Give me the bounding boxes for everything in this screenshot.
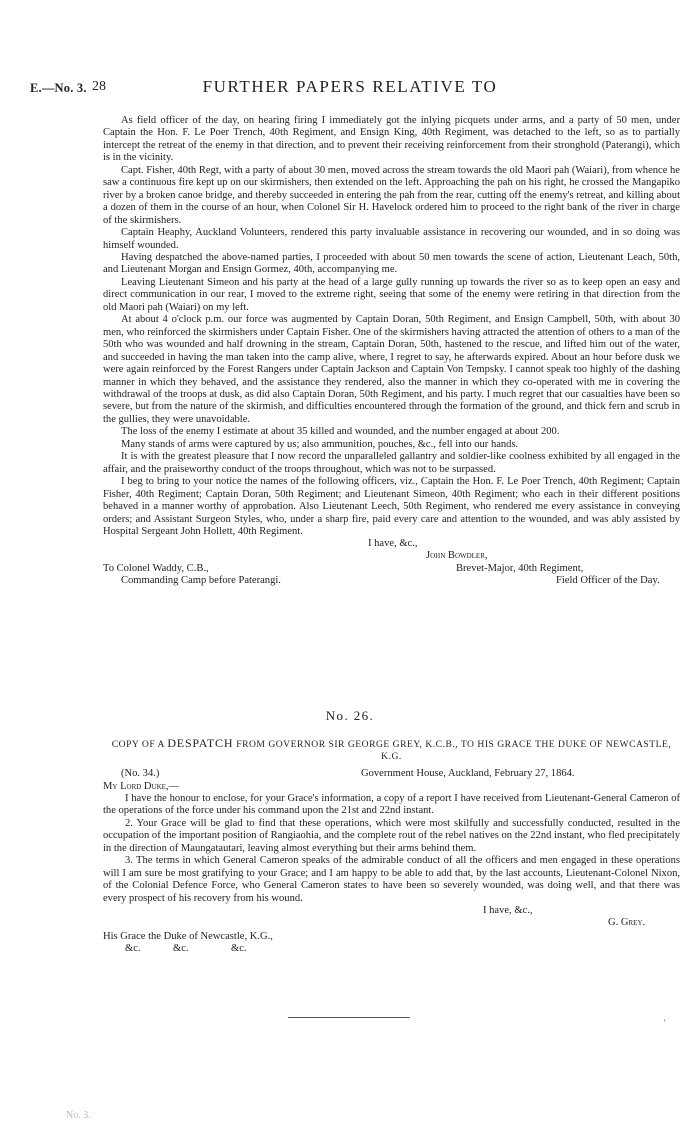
report-paragraph: Many stands of arms were captured by us; also ammunition, pouches, &c., fell into our hands.: [121, 438, 519, 450]
despatch-etc: &c.: [231, 943, 247, 955]
despatch-caption: [103, 737, 680, 763]
running-title: FURTHER PAPERS RELATIVE TO: [202, 77, 498, 96]
report-signature-rank: Brevet-Major, 40th Regiment,: [456, 563, 584, 575]
report-paragraph: At about 4 o'clock p.m. our force was augmented by Captain Doran, 50th Regiment, and Ensign Campbell, 50th, with about 30 men, who reinforced the skirmishers under Captain Fisher. One of the skirmishers having attracted the attention of others to a man of the 50th who was wounded and half drowning in the stream, Captain Doran, 50th, hastened to the rescue, and lifted him out of the water, and succeeded in having the man taken into the camp alive, where, I regret to say, he afterwards expired. About an hour before dusk we were again reinforced by the Forest Rangers under Captain Jackson and Captain Von Tempsky. I cannot speak too highly of the dashing manner in which they behaved, and the assistance they rendered, also the manner in which they co-operated with me in covering the withdrawal of the troops at dusk, as did also Captain Doran, 50th Regiment, and his party. I much regret that our casualties have been so severe, but from the nature of the skirmish, and difficulties encountered through the formation of the ground, and thick fern and scrub in the gullies, they were unavoidable.: [103, 314, 680, 425]
report-addressee: To Colonel Waddy, C.B.,: [103, 563, 209, 575]
despatch-etc: &c.: [125, 943, 141, 955]
caption-suffix: FROM GOVERNOR SIR GEORGE GREY, K.C.B., TO HIS GRACE THE DUKE OF NEWCASTLE, K.G.: [236, 739, 672, 762]
report-body: [103, 115, 680, 600]
report-signature: John Bowdler,: [426, 550, 488, 562]
report-signature-role: Field Officer of the Day.: [556, 575, 660, 587]
despatch-paragraph: 3. The terms in which General Cameron speaks of the admirable conduct of all the officers and men engaged in these operations will I am sure be most gratifying to your Grace; and I am happy to be able to add that, by the last accounts, Lieutenant-Colonel Nixon, of the Colonial Defence Force, who General Cameron states to have been so severely wounded, was doing well, and that there was every prospect of his recovery from his wound.: [103, 855, 680, 904]
report-paragraph: Captain Heaphy, Auckland Volunteers, rendered this party invaluable assistance in recovering our wounded, and in so doing was himself wounded.: [103, 227, 680, 251]
report-addressee-role: Commanding Camp before Paterangi.: [121, 575, 281, 587]
paper-reference: E.—No. 3.: [30, 81, 87, 95]
caption-prefix: COPY OF A: [111, 739, 165, 750]
report-paragraph: It is with the greatest pleasure that I now record the unparalleled gallantry and soldier-like coolness exhibited by all engaged in the affair, and the praiseworthy conduct of the troops throughout, which was not to be surpassed.: [103, 451, 680, 475]
page-header: [30, 77, 670, 99]
despatch-paragraph: 2. Your Grace will be glad to find that these operations, which were most skilfully and successfully conducted, resulted in the occupation of the important position of Rangiaohia, and the complete rout of the rebel natives on the 22nd instant, who fled precipitately in the direction of Maungatautari, leaving almost everything but their arms behind them.: [103, 817, 680, 854]
corner-mark: No. 3.: [66, 1110, 91, 1121]
report-paragraph: Capt. Fisher, 40th Regt, with a party of about 30 men, moved across the stream towards the old Maori pah (Waiari), from whence he saw a continuous fire kept up on our skirmishers, then extended on the left. Approaching the pah on his right, he crossed the Mangapiko river by a broken canoe bridge, and thereby succeeded in entering the pah from the rear, cutting off the enemy's retreat, and killing about a dozen of them in the course of an hour, when Colonel Sir H. Havelock ordered him to proceed to the right bank of the river in charge of the skirmishers.: [103, 164, 680, 226]
margin-mark: ‘: [663, 1018, 667, 1029]
despatch-ref-line: [103, 768, 680, 781]
despatch-place-date: Government House, Auckland, February 27, 1864.: [361, 768, 575, 779]
report-signature-block: [103, 538, 680, 600]
section-divider: [288, 1017, 410, 1018]
report-paragraph: The loss of the enemy I estimate at about 35 killed and wounded, and the number engaged at about 200.: [121, 426, 560, 438]
despatch-addressee: His Grace the Duke of Newcastle, K.G.,: [103, 931, 273, 943]
caption-despatch: DESPATCH: [167, 736, 234, 750]
despatch-paragraph: I have the honour to enclose, for your Grace's information, a copy of a report I have received from Lieutenant-General Cameron of the operations of the force under his command upon the 21st and 22nd instant.: [103, 792, 680, 817]
despatch-signature: G. Grey.: [608, 917, 646, 929]
report-paragraph: As field officer of the day, on hearing firing I immediately got the inlying picquets under arms, and a party of 50 men, under Captain the Hon. F. Le Poer Trench, 40th Regiment, and Ensign King, 40th Regiment, was detached to the left, so as to partially intercept the retreat of the enemy in that direction, and to prevent their receiving reinforcement from their stronghold (Paterangi), which is in the vicinity.: [103, 115, 680, 164]
document-number: No. 26.: [325, 708, 375, 723]
despatch-body: [103, 768, 680, 955]
despatch-closing: I have, &c.,: [483, 905, 533, 917]
despatch-etc: &c.: [173, 943, 189, 955]
report-closing: I have, &c.,: [368, 538, 418, 550]
page-number: 28: [92, 79, 106, 94]
report-paragraph: Leaving Lieutenant Simeon and his party at the head of a large gully running up towards the river so as to keep open an easy and direct communication in our rear, I moved to the extreme right, seeing that some of the enemy were retiring in that direction from the old Maori pah (Waiari) on my left.: [103, 276, 680, 313]
despatch-ref-no: (No. 34.): [121, 768, 160, 779]
report-paragraph: Having despatched the above-named parties, I proceeded with about 50 men towards the scene of action, Lieutenant Leach, 50th, and Lieutenant Morgan and Ensign Gormez, 40th, accompanying me.: [103, 251, 680, 276]
despatch-signature-block: [103, 905, 680, 955]
despatch-salutation: My Lord Duke,—: [103, 780, 180, 792]
report-paragraph: I beg to bring to your notice the names of the following officers, viz., Captain the Hon. F. Le Poer Trench, 40th Regiment; Captain Fisher, 40th Regiment; Captain Doran, 50th Regiment; and Lieutenant Simeon, 40th Regiment; who each in their different positions behaved in a manner worthy of approbation. Also Lieutenant Leech, 50th Regiment, who rendered me every assistance in conveying orders; and Assistant Surgeon Styles, who, under a sharp fire, paid every care and attention to the wounded, and was ably assisted by Hospital Sergeant John Hollett, 40th Regiment.: [103, 476, 680, 537]
